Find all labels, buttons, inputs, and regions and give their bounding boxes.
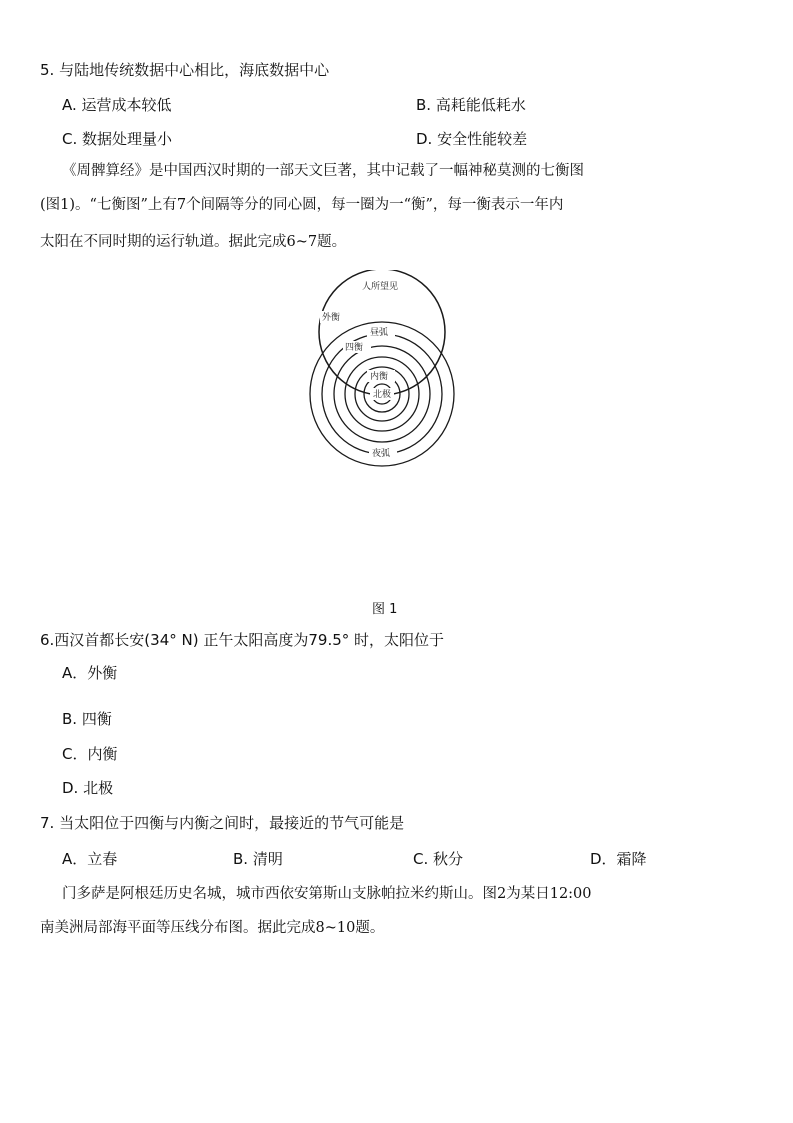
q6-option-d: D. 北极 bbox=[62, 779, 114, 797]
label-seen: 人所望见 bbox=[362, 282, 399, 292]
passage1-line2: (图1)。“七衡图”上有7个间隔等分的同心圆，每一圈为一“衡”，每一衡表示一年内 bbox=[40, 197, 564, 213]
label-night-arc: 夜弧 bbox=[372, 449, 391, 459]
label-fourth-heng: 四衡 bbox=[345, 343, 364, 353]
passage1-line3: 太阳在不同时期的运行轨道。据此完成6~7题。 bbox=[40, 234, 347, 250]
seven-circle-svg bbox=[305, 270, 480, 495]
figure1-caption: 图 1 bbox=[372, 602, 398, 617]
passage1-line1: 《周髀算经》是中国西汉时期的一部天文巨著，其中记载了一幅神秘莫测的七衡图 bbox=[62, 163, 584, 179]
q7-stem: 7. 当太阳位于四衡与内衡之间时，最接近的节气可能是 bbox=[40, 814, 405, 832]
q7-option-c: C. 秋分 bbox=[413, 850, 464, 868]
passage2-line1: 门多萨是阿根廷历史名城，城市西依安第斯山支脉帕拉米约斯山。图2为某日12:00 bbox=[62, 886, 592, 902]
q7-option-a: A．立春 bbox=[62, 850, 118, 868]
label-outer-heng: 外衡 bbox=[322, 313, 341, 323]
seven-circle-diagram bbox=[305, 270, 480, 495]
q7-option-d: D．霜降 bbox=[590, 850, 647, 868]
q7-option-b: B. 清明 bbox=[233, 850, 283, 868]
label-day-arc: 昼弧 bbox=[370, 328, 389, 338]
q5-option-d: D. 安全性能较差 bbox=[416, 130, 528, 148]
q6-option-a: A．外衡 bbox=[62, 664, 118, 682]
q6-option-b: B. 四衡 bbox=[62, 710, 112, 728]
q5-stem: 5. 与陆地传统数据中心相比，海底数据中心 bbox=[40, 61, 330, 79]
q5-option-b: B. 高耗能低耗水 bbox=[416, 96, 526, 114]
q5-option-a: A. 运营成本较低 bbox=[62, 96, 172, 114]
label-inner-heng: 内衡 bbox=[370, 372, 389, 382]
q5-option-c: C. 数据处理量小 bbox=[62, 130, 173, 148]
label-north-pole: 北极 bbox=[373, 390, 392, 400]
q6-stem: 6.西汉首都长安(34° N) 正午太阳高度为79.5° 时，太阳位于 bbox=[40, 631, 445, 649]
passage2-line2: 南美洲局部海平面等压线分布图。据此完成8~10题。 bbox=[40, 920, 385, 936]
q6-option-c: C．内衡 bbox=[62, 745, 118, 763]
